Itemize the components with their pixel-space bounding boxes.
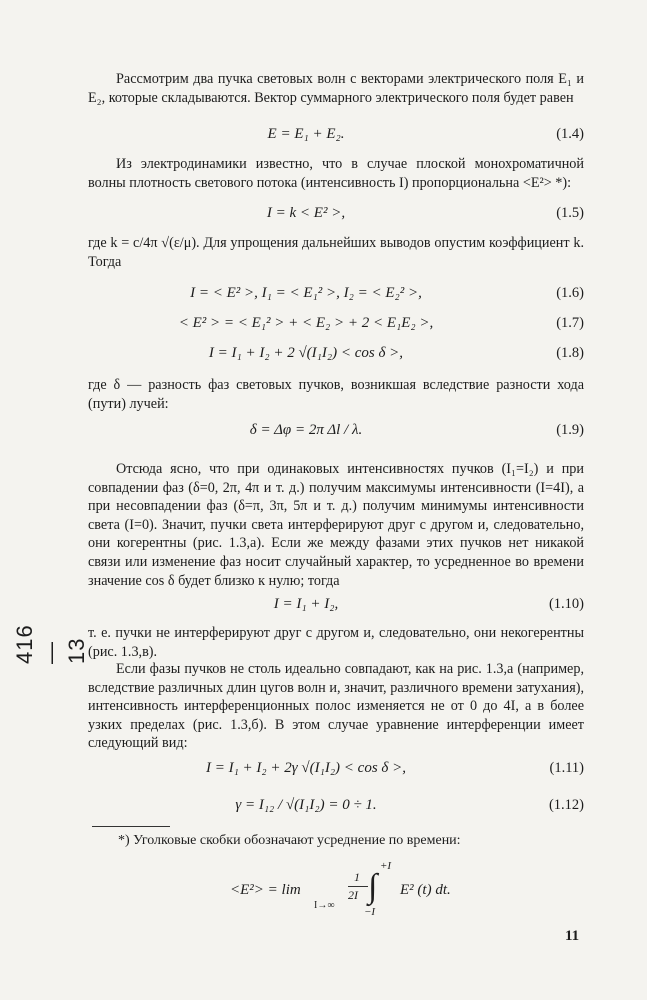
equation-number: (1.4) bbox=[556, 126, 584, 142]
equation-number: (1.11) bbox=[549, 760, 584, 776]
equation-expr: I = I₁ + I₂ + 2γ √(I₁I₂) < cos δ >, bbox=[205, 760, 407, 776]
equation-1-9 bbox=[88, 420, 584, 442]
equation-1-8 bbox=[88, 343, 584, 365]
equation-expr: I = < E² >, I₁ = < E₁² >, I₂ = < E₂² >, bbox=[190, 285, 422, 301]
paragraph-2: Из электродинамики известно, что в случае плоской монохроматичной волны плотность светового потока (интенсивность I) пропорциональна <E²> *): bbox=[88, 156, 584, 191]
page-number: 11 bbox=[565, 928, 580, 944]
equation-expr: I = I₁ + I₂ + 2 √(I₁I₂) < cos δ >, bbox=[208, 345, 404, 361]
formula-limit: I→∞ bbox=[314, 900, 335, 911]
equation-1-4 bbox=[88, 124, 584, 146]
formula-lhs: <E²> = lim bbox=[230, 882, 301, 898]
equation-expr: I = I₁ + I₂, bbox=[273, 596, 339, 612]
equation-number: (1.8) bbox=[556, 345, 584, 361]
formula-upper-limit: +I bbox=[380, 860, 392, 872]
paragraph-1: Рассмотрим два пучка световых волн с векторами электрического поля E₁ и E₂, которые складываются. Вектор суммарного электрического поля будет равен bbox=[88, 71, 584, 106]
equation-expr: < E² > = < E₁² > + < E₂ > + 2 < E₁E₂ >, bbox=[178, 315, 434, 331]
equation-expr: E = E₁ + E₂. bbox=[267, 126, 345, 142]
formula-frac-den: 2I bbox=[348, 888, 358, 902]
equation-expr: δ = Δφ = 2π Δl / λ. bbox=[249, 422, 363, 438]
equation-number: (1.6) bbox=[556, 285, 584, 301]
equation-number: (1.10) bbox=[548, 596, 584, 612]
paragraph-3: где k = c/4π √(ε/μ). Для упрощения дальнейших выводов опустим коэффициент k. Тогда bbox=[88, 235, 584, 270]
margin-stamp-wrap bbox=[12, 624, 89, 744]
equation-expr: γ = I₁₂ / √(I₁I₂) = 0 ÷ 1. bbox=[235, 797, 377, 813]
equation-number: (1.5) bbox=[556, 205, 584, 221]
equation-1-7 bbox=[88, 313, 584, 335]
equation-expr: I = k < E² >, bbox=[266, 205, 346, 221]
formula-frac-num: 1 bbox=[354, 870, 360, 884]
equation-1-5 bbox=[88, 203, 584, 225]
equation-1-11 bbox=[88, 758, 584, 780]
footnote-formula bbox=[230, 860, 470, 920]
paragraph-7: Если фазы пучков не столь идеально совпадают, как на рис. 1.3,а (например, вследствие различных длин цугов волн и, значит, различного времени затухания), интенсивность интерференционных полос изменяется не от 0 до 4I, а в более узких пределах (рис. 1.3,б). В этом случае уравнение интерференции имеет следующий вид: bbox=[88, 661, 584, 752]
equation-1-12 bbox=[88, 795, 584, 817]
equation-number: (1.12) bbox=[548, 797, 584, 813]
equation-number: (1.7) bbox=[556, 315, 584, 331]
formula-lower-limit: −I bbox=[364, 906, 376, 918]
paragraph-4: где δ — разность фаз световых пучков, возникшая вследствие разности хода (пути) лучей: bbox=[88, 377, 584, 412]
equation-1-10 bbox=[88, 594, 584, 616]
footnote-divider bbox=[92, 826, 170, 827]
paragraph-5: Отсюда ясно, что при одинаковых интенсивностях пучков (I₁=I₂) и при совпадении фаз (δ=0, 2π, 4π и т. д.) получим максимумы интенсивности (I=4I), а при несовпадении фаз (δ=π, 3π, 5π и т. д.) получим минимумы интенсивности света (I=0). Значит, пучки света интерферируют друг с другом и, следовательно, они когерентны (рис. 1.3,а). Если же между фазами этих пучков нет никакой связи или изменение фаз носит случайный характер, то усредненное во времени значение cos δ будет близко к нулю; тогда bbox=[88, 461, 584, 589]
equation-1-6 bbox=[88, 283, 584, 305]
integral-icon: ∫ bbox=[368, 868, 378, 905]
paragraph-6: т. е. пучки не интерферируют друг с другом и, следовательно, они некогерентны (рис. 1.3,в). bbox=[88, 625, 584, 660]
formula-frac-bar bbox=[348, 886, 368, 887]
equation-number: (1.9) bbox=[556, 422, 584, 438]
formula-integrand: E² (t) dt. bbox=[400, 882, 451, 898]
margin-stamp: 416—13 bbox=[12, 624, 89, 664]
footnote-text: *) Уголковые скобки обозначают усреднение по времени: bbox=[118, 833, 461, 848]
